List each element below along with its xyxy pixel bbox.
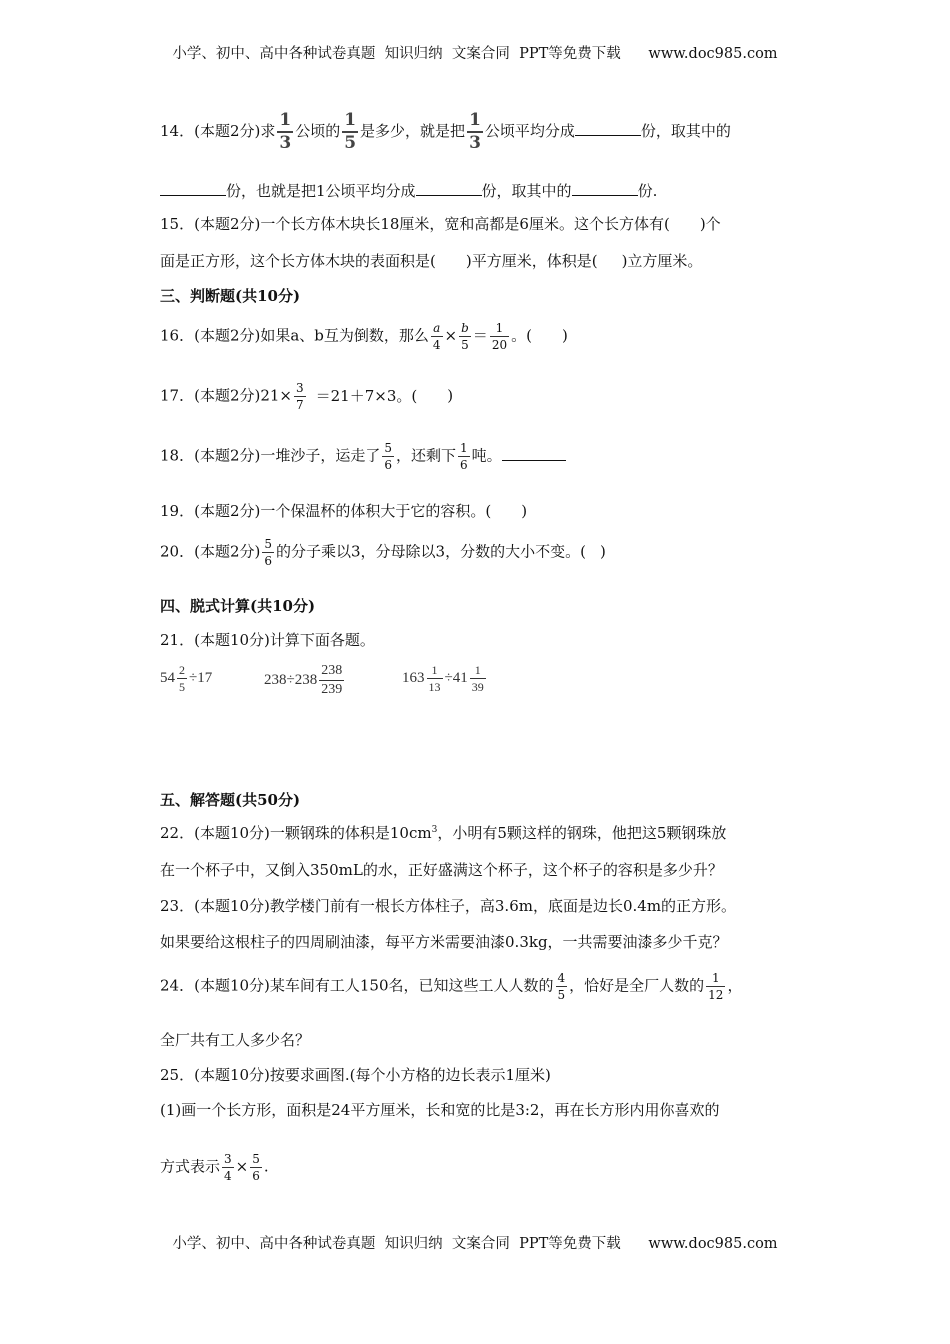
fraction-1-13: $\frac{1}{13}$ (428, 663, 441, 694)
section-5-heading: 五、解答题(共50分) (160, 791, 301, 809)
fraction-1-5: $\frac{1}{5}$ (344, 110, 357, 153)
q14-text-a: 14．(本题2分)求 (160, 122, 276, 140)
fraction-3-4: $\frac{3}{4}$ (224, 1152, 232, 1183)
question-14-line-2 (160, 181, 657, 199)
q15-text-a: 15．(本题2分)一个长方体木块长18厘米，宽和高都是6厘米。这个长方体有( (160, 215, 670, 233)
q14-text-g: 份，取其中的 (481, 182, 572, 200)
question-23-line-2: 如果要给这根柱子的四周刷油漆，每平方米需要油漆0.3kg，一共需要油漆多少千克？ (160, 933, 728, 951)
fraction-238-239: $\frac{238}{239}$ (321, 663, 343, 697)
q14-text-e: 份，取其中的 (640, 122, 731, 140)
question-23-line-1: 23．(本题10分)教学楼门前有一根长方体柱子，高3.6m，底面是边长0.4m的正方形。 (160, 897, 737, 915)
fraction-a-4: $\frac{a}{4}$ (432, 321, 441, 352)
question-24-line-1 (160, 972, 742, 1001)
q15-text-d: )平方厘米，体积是( (465, 252, 598, 270)
q18-text-a: 18．(本题2分)一堆沙子，运走了 (160, 446, 381, 465)
page-footer: 小学、初中、高中各种试卷真题 知识归纳 文案合同 PPT等免费下载 www.doc985.com (172, 1236, 778, 1252)
q20-text-b: 的分子乘以3，分母除以3，分数的大小不变。( (275, 542, 586, 561)
section-3-heading: 三、判断题(共10分) (160, 287, 301, 305)
q22-text-a: 22．(本题10分)一颗钢珠的体积是10cm (160, 824, 432, 842)
q14-text-f: 份，也就是把1公顷平均分成 (226, 182, 416, 200)
q24-text-b: ，恰好是全厂人数的 (569, 976, 705, 995)
q19-text-b: ) (521, 502, 528, 520)
question-21: 21．(本题10分)计算下面各题。 (160, 631, 375, 649)
fraction-1-3-b: $\frac{1}{3}$ (469, 110, 481, 153)
answer-blank[interactable] (502, 446, 566, 461)
times-sign: × (235, 1157, 249, 1176)
answer-blank[interactable] (575, 121, 641, 136)
q15-text-c: 面是正方形，这个长方体木块的表面积是( (160, 252, 436, 270)
q14-text-c: 是多少，就是把 (360, 122, 466, 140)
q16-text-b: 。( (511, 326, 532, 345)
fraction-5-6: $\frac{5}{6}$ (264, 537, 272, 568)
question-18 (160, 442, 566, 471)
question-25-line-1: 25．(本题10分)按要求画图.(每个小方格的边长表示1厘米) (160, 1066, 551, 1084)
times-sign: × (444, 326, 458, 345)
answer-blank[interactable] (416, 181, 482, 196)
question-24-line-2: 全厂共有工人多少名？ (160, 1031, 311, 1049)
q17-text-c: ) (447, 386, 454, 405)
question-25-line-2: (1)画一个长方形，面积是24平方厘米，长和宽的比是3:2，再在长方形内用你喜欢的 (160, 1101, 720, 1119)
q15-text-b: )个 (699, 215, 721, 233)
question-22-line-1 (160, 826, 726, 841)
fraction-1-6: $\frac{1}{6}$ (460, 441, 468, 472)
page-header: 小学、初中、高中各种试卷真题 知识归纳 文案合同 PPT等免费下载 www.doc985.com (172, 46, 778, 62)
fraction-2-5: $\frac{2}{5}$ (179, 663, 185, 694)
q14-text-b: 公顷的 (295, 122, 341, 140)
q20-text-c: ) (599, 542, 606, 561)
calc-expression-1: 54 $\frac{2}{5}$ ÷17 (160, 663, 213, 694)
fraction-1-12: $\frac{1}{12}$ (708, 971, 724, 1002)
q18-text-b: ，还剩下 (395, 446, 456, 465)
q20-text-a: 20．(本题2分) (160, 542, 261, 561)
question-16 (160, 322, 568, 351)
question-15-line-1 (160, 217, 721, 232)
question-19 (160, 504, 527, 519)
q24-text-c: ， (727, 976, 743, 995)
q22-superscript: 3 (431, 825, 438, 835)
q16-text-c: ) (561, 326, 568, 345)
q22-text-b: ，小明有5颗这样的钢珠，他把这5颗钢珠放 (437, 824, 727, 842)
q17-text-a: 17．(本题2分)21× (160, 386, 292, 405)
q16-text-a: 16．(本题2分)如果a、b互为倒数，那么 (160, 326, 429, 345)
q18-text-c: 吨。 (471, 446, 502, 465)
fraction-1-39: $\frac{1}{39}$ (471, 663, 484, 694)
fraction-3-7: $\frac{3}{7}$ (296, 381, 304, 412)
q25-text-b: . (263, 1157, 269, 1176)
q15-text-e: )立方厘米。 (621, 252, 703, 270)
fraction-1-20: $\frac{1}{20}$ (491, 321, 508, 352)
q25-text-a: 方式表示 (160, 1157, 221, 1176)
question-15-line-2 (160, 254, 702, 269)
q24-text-a: 24．(本题10分)某车间有工人150名，已知这些工人人数的 (160, 976, 554, 995)
question-20 (160, 538, 606, 567)
q14-text-d: 公顷平均分成 (484, 122, 575, 140)
equals-sign: ＝ (472, 326, 488, 345)
q17-text-b: ＝21＋7×3。( (315, 386, 418, 405)
question-22-line-2: 在一个杯子中，又倒入350mL的水，正好盛满这个杯子，这个杯子的容积是多少升？ (160, 861, 723, 879)
fraction-5-6: $\frac{5}{6}$ (252, 1152, 260, 1183)
answer-blank[interactable] (160, 181, 226, 196)
fraction-4-5: $\frac{4}{5}$ (557, 971, 566, 1002)
question-25-line-3 (160, 1153, 269, 1182)
answer-blank[interactable] (572, 181, 638, 196)
fraction-5-6: $\frac{5}{6}$ (384, 441, 392, 472)
fraction-1-3: $\frac{1}{3}$ (279, 110, 292, 153)
calc-expression-2: 238÷238 $\frac{238}{239}$ (264, 663, 343, 697)
fraction-b-5: $\frac{b}{5}$ (461, 321, 469, 352)
q19-text-a: 19．(本题2分)一个保温杯的体积大于它的容积。( (160, 502, 492, 520)
q14-text-h: 份. (637, 182, 658, 200)
question-14-line-1 (160, 112, 731, 152)
section-4-heading: 四、脱式计算(共10分) (160, 597, 316, 615)
question-17 (160, 382, 453, 411)
calc-expression-3: 163 $\frac{1}{13}$ ÷41 $\frac{1}{39}$ (402, 663, 484, 694)
